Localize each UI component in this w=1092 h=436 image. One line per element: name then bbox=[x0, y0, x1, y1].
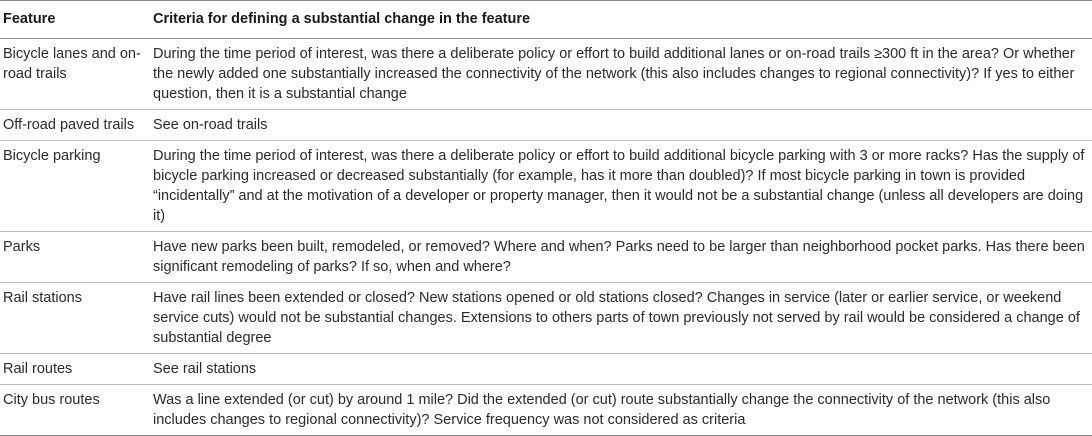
feature-cell: Rail stations bbox=[0, 283, 147, 354]
criteria-cell: See on-road trails bbox=[147, 110, 1092, 141]
header-criteria: Criteria for defining a substantial change in the feature bbox=[147, 1, 1092, 39]
table-row bbox=[0, 385, 1092, 436]
header-row bbox=[0, 1, 1092, 39]
table-row bbox=[0, 283, 1092, 354]
feature-cell: Off-road paved trails bbox=[0, 110, 147, 141]
criteria-cell: Have rail lines been extended or closed? New stations opened or old stations closed? Changes in service (later or earlier service, or weekend service cuts) would not be substantial changes. Extensions to others parts of town previously not served by rail would be considered a change of substantial degree bbox=[147, 283, 1092, 354]
feature-cell: Rail routes bbox=[0, 354, 147, 385]
table-row bbox=[0, 232, 1092, 283]
criteria-cell: Have new parks been built, remodeled, or removed? Where and when? Parks need to be larger than neighborhood pocket parks. Has there been significant remodeling of parks? If so, when and where? bbox=[147, 232, 1092, 283]
criteria-cell: Was a line extended (or cut) by around 1 mile? Did the extended (or cut) route substantially change the connectivity of the network (this also includes changes to regional connectivity)? Service frequency was not considered as criteria bbox=[147, 385, 1092, 436]
criteria-cell: During the time period of interest, was there a deliberate policy or effort to build additional bicycle parking with 3 or more racks? Has the supply of bicycle parking increased or decreased substantially (for example, has it more than doubled)? If most bicycle parking in town is provided “incidentally” and at the motivation of a developer or property manager, then it would not be a substantial change (unless all developers are doing it) bbox=[147, 141, 1092, 232]
feature-cell: Bicycle lanes and on-road trails bbox=[0, 39, 147, 110]
feature-cell: Parks bbox=[0, 232, 147, 283]
table-row bbox=[0, 354, 1092, 385]
table-row bbox=[0, 141, 1092, 232]
feature-cell: Bicycle parking bbox=[0, 141, 147, 232]
criteria-cell: See rail stations bbox=[147, 354, 1092, 385]
header-feature: Feature bbox=[0, 1, 147, 39]
criteria-cell: During the time period of interest, was there a deliberate policy or effort to build additional lanes or on-road trails ≥300 ft in the area? Or whether the newly added one substantially increased the connectivity of the network (this also includes changes to regional connectivity)? If yes to either question, then it is a substantial change bbox=[147, 39, 1092, 110]
table-row bbox=[0, 110, 1092, 141]
feature-cell: City bus routes bbox=[0, 385, 147, 436]
table-row bbox=[0, 39, 1092, 110]
